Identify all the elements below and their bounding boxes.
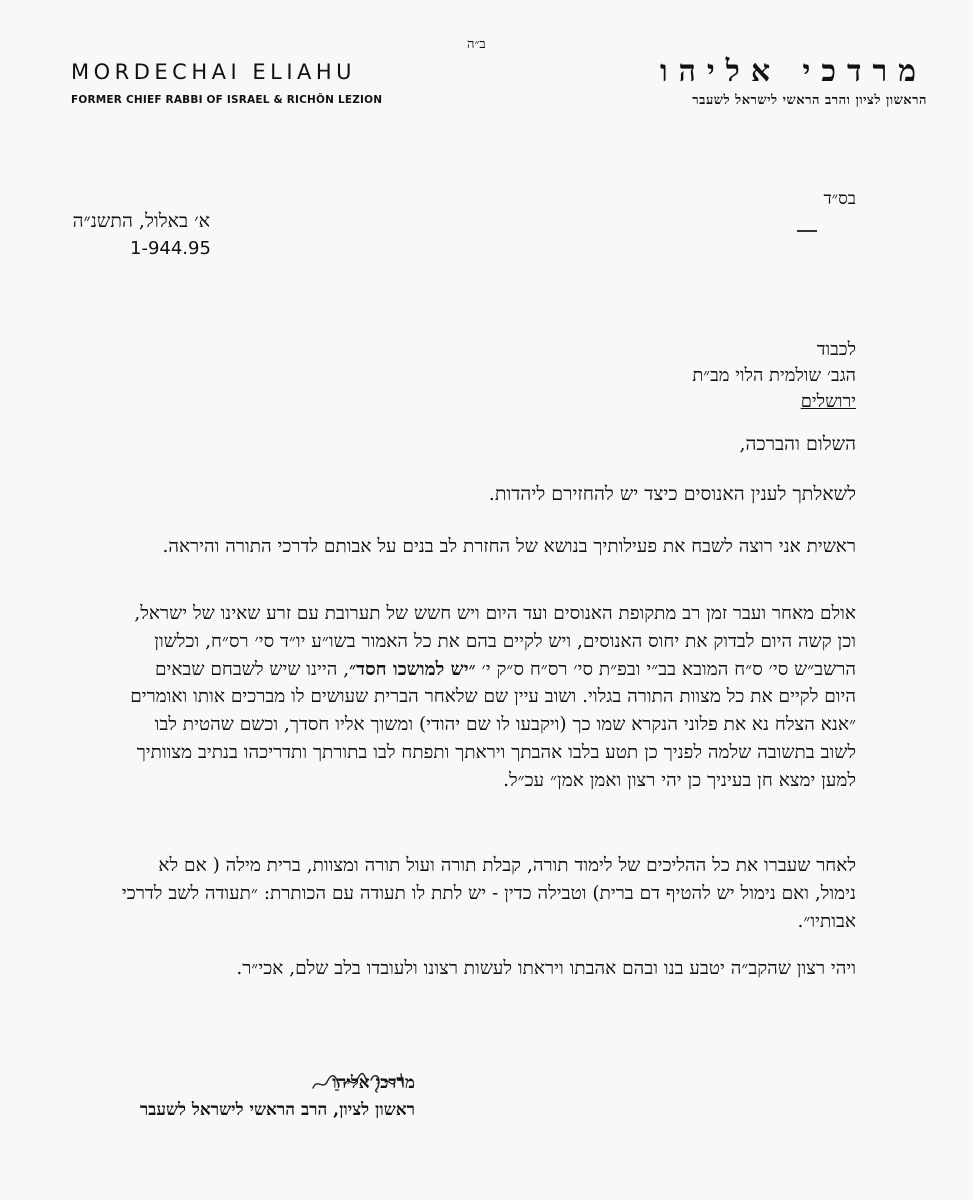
- paragraph-1: ראשית אני רוצה לשבח את פעילותיך בנושא של החזרת לב בנים על אבותם לדרכי התורה והיראה.: [162, 536, 856, 557]
- paragraph-2-part-a: אולם מאחר ועבר זמן רב מתקופת האנוסים ועד היום ויש חשש של תערובת עם זרע שאינו של ישראל, וכן קשה היום לבדוק את יחוס האנוסים, ויש לקיים בהם את כל האמור בשו״ע יו״ד סי׳ רס״ח, וכלשון הרשב״ש סי׳ ס״ח המובא בב״י ובפ״ת סי׳ רס״ח ס״ק י׳: [134, 603, 856, 680]
- letterhead-name-english: MORDECHAI ELIAHU: [71, 60, 357, 84]
- reference-number: 1-944.95: [130, 238, 211, 259]
- signatory-name: מרדכי אליהו: [332, 1073, 415, 1093]
- paragraph-2-part-b: , היינו שיש לשבחם שבאים היום לקיים את כל מצוות התורה בגלוי. ושוב עיין שם שלאחר הברית שעושים לו מברכים אותו ואומרים ״אנא הצלח נא את פלוני הנקרא שמו כך (ויקבעו לו שם יהודי) ומשוך אליו חסדך, וכשם שהטית לבו לשוב בתשובה שלמה לפניך כן תטע בלבו אהבתך ויראתך ותפתח לבו בתורתך ותדריכהו בנתיב מצוותיך למען ימצא חן בעיניך כן יהי רצון ואמן אמן״ עכ״ל.: [130, 658, 856, 791]
- decorative-dash: [797, 230, 817, 232]
- recipient-city: ירושלים: [800, 391, 856, 412]
- paragraph-2: [120, 600, 856, 795]
- bsd-mark: בס״ד: [823, 189, 856, 209]
- paragraph-4: ויהי רצון שהקב״ה יטבע בנו ובהם אהבתו ויראתו לעשות רצונו ולעובדו בלב שלם, אכי״ר.: [236, 958, 856, 979]
- bh-header-mark: ב״ה: [467, 37, 486, 52]
- subject-line: לשאלתך לענין האנוסים כיצד יש להחזירם ליהדות.: [488, 483, 856, 505]
- paragraph-2-bold-quote: ״יש למושכו חסד״: [349, 658, 476, 680]
- letterhead-title-english: FORMER CHIEF RABBI OF ISRAEL & RICHÔN LEZION: [71, 94, 383, 106]
- letterhead-name-hebrew: מרדכי אליהו: [659, 54, 927, 89]
- letterhead-title-hebrew: הראשון לציון והרב הראשי לישראל לשעבר: [692, 93, 927, 108]
- paragraph-3: לאחר שעברו את כל ההליכים של לימוד תורה, קבלת תורה ועול תורה ומצוות, ברית מילה ( אם לא נימול, ואם נימול יש להטיף דם ברית) וטבילה כדין - יש לתת לו תעודה עם הכותרת: ״תעודה לשב לדרכי אבותיו״.: [121, 855, 856, 932]
- recipient-label: לכבוד: [816, 339, 856, 360]
- letter-date: א׳ באלול, התשנ״ה: [72, 210, 210, 232]
- recipient-name: הגב׳ שולמית הלוי מב״ת: [692, 365, 856, 386]
- signatory-title: ראשון לציון, הרב הראשי לישראל לשעבר: [139, 1100, 415, 1120]
- greeting: השלום והברכה,: [739, 433, 856, 455]
